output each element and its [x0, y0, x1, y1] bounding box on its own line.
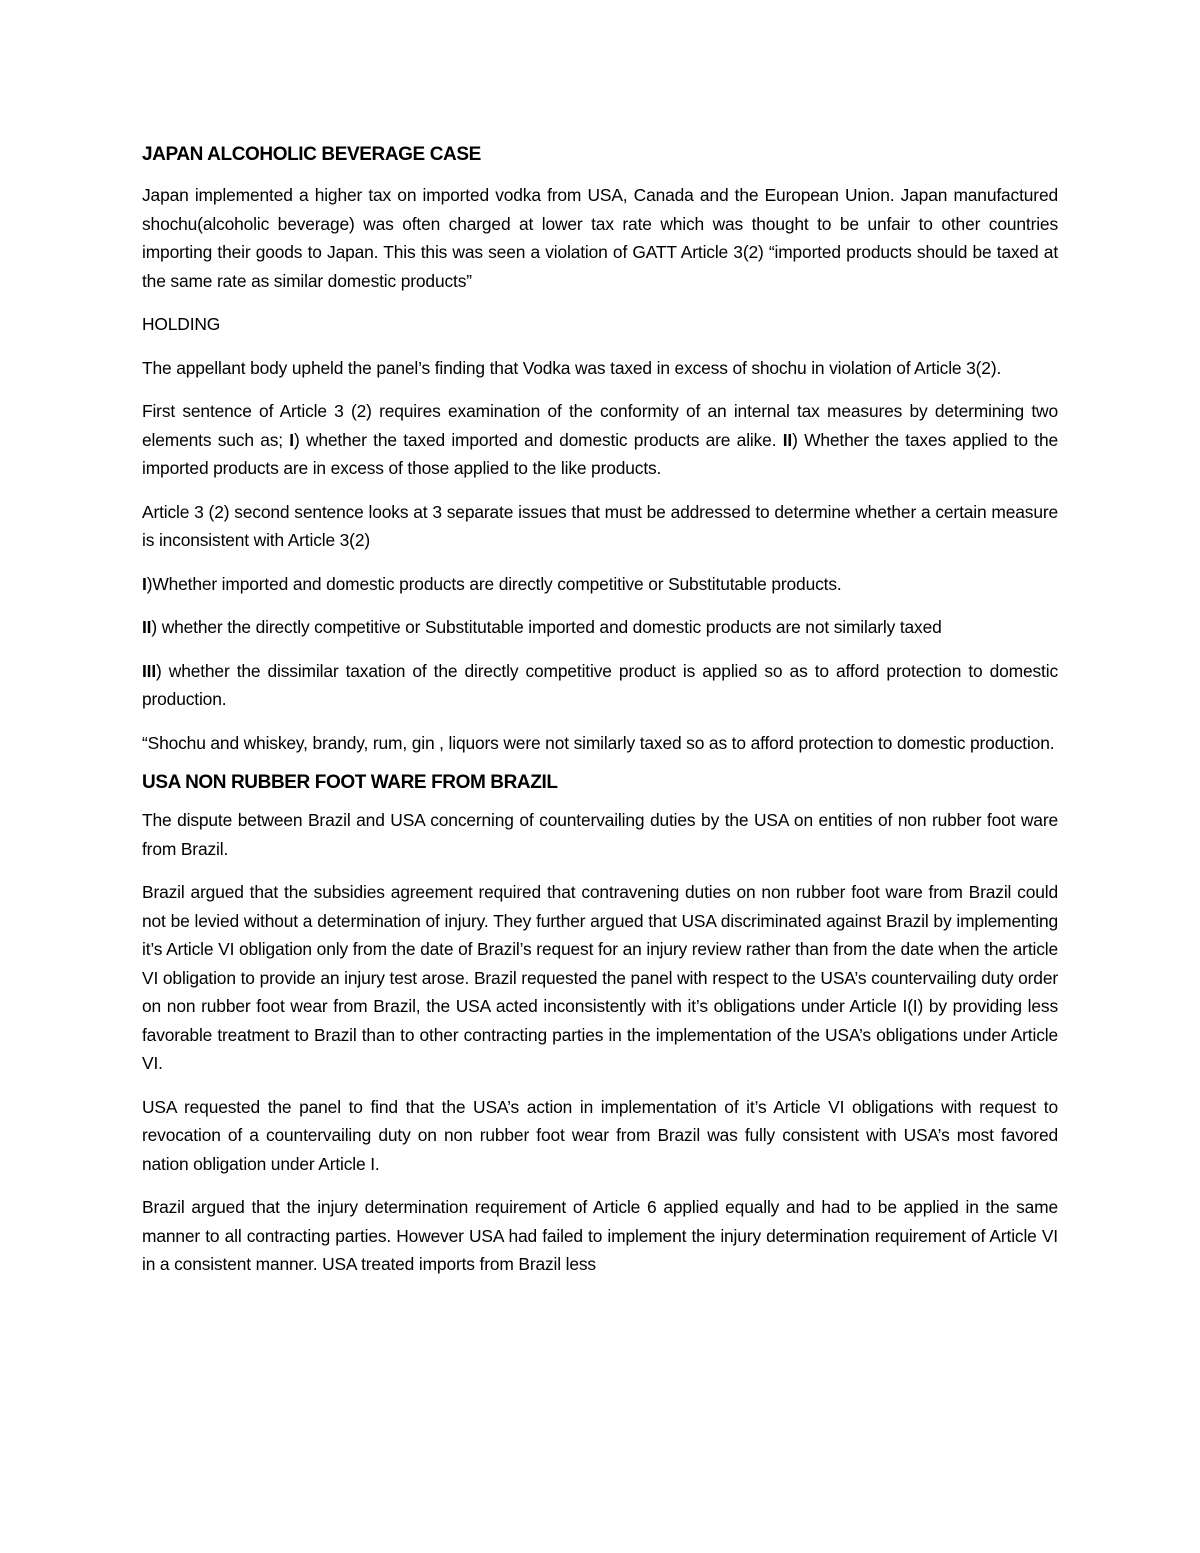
- text-segment: ) whether the taxed imported and domestic products are alike.: [293, 429, 783, 450]
- paragraph-japan-tax: Japan implemented a higher tax on imported vodka from USA, Canada and the European Union. Japan manufactured shochu(alcoholic beverage) was often charged at lower tax rate which was thought to be unfair to other countries importing their goods to Japan. This this was seen a violation of GATT Article 3(2) “imported products should be taxed at the same rate as similar domestic products”: [142, 185, 1058, 291]
- holding-label: HOLDING: [142, 314, 221, 334]
- heading-japan-alcoholic-beverage-case: JAPAN ALCOHOLIC BEVERAGE CASE: [142, 144, 481, 165]
- list-item-text: )Whether imported and domestic products are directly competitive or Substitutable products.: [146, 573, 842, 594]
- paragraph-dispute: The dispute between Brazil and USA concerning of countervailing duties by the USA on entities of non rubber foot ware from Brazil.: [142, 810, 1058, 859]
- document-body: [142, 140, 1058, 1279]
- paragraph-usa-requested: USA requested the panel to find that the USA’s action in implementation of it’s Article VI obligations with request to revocation of a countervailing duty on non rubber foot wear from Brazil was fully consistent with USA’s most favored nation obligation under Article I.: [142, 1096, 1058, 1174]
- roman-numeral-iii: III: [142, 660, 157, 681]
- paragraph-shochu-quote: “Shochu and whiskey, brandy, rum, gin , liquors were not similarly taxed so as to afford protection to domestic production.: [142, 732, 1055, 753]
- list-item-text: ) whether the dissimilar taxation of the directly competitive product is applied so as to afford protection to domestic production.: [142, 660, 1058, 709]
- paragraph-second-sentence: Article 3 (2) second sentence looks at 3 separate issues that must be addressed to determine whether a certain measure is inconsistent with Article 3(2): [142, 501, 1058, 550]
- roman-numeral-ii: II: [142, 617, 152, 637]
- heading-usa-non-rubber-foot-ware: USA NON RUBBER FOOT WARE FROM BRAZIL: [142, 772, 558, 793]
- text-segment: First sentence of Article 3 (2) requires examination of the conformity of an internal tax measures by determining two elements such as;: [142, 401, 1058, 450]
- text-segment: ) Whether the taxes applied to the imported products are in excess of those applied to the like products.: [142, 429, 1059, 478]
- paragraph-appellant-body: The appellant body upheld the panel’s finding that Vodka was taxed in excess of shochu in violation of Article 3(2).: [142, 357, 1002, 378]
- roman-numeral-ii: II: [782, 429, 793, 450]
- list-item-text: ) whether the directly competitive or Substitutable imported and domestic products are not similarly taxed: [151, 617, 942, 637]
- roman-numeral-i: I: [289, 429, 294, 450]
- roman-numeral-i: I: [142, 573, 147, 594]
- paragraph-injury-determination: Brazil argued that the injury determination requirement of Article 6 applied equally and had to be applied in the same manner to all contracting parties. However USA had failed to implement the injury determination requirement of Article VI in a consistent manner. USA treated imports from Brazil less: [142, 1197, 1058, 1274]
- paragraph-first-sentence: [142, 397, 1058, 483]
- list-item-iii: [142, 657, 1058, 714]
- paragraph-brazil-argued: Brazil argued that the subsidies agreement required that contravening duties on non rubber foot ware from Brazil could not be levied without a determination of injury. They further argued that USA discriminated against Brazil by implementing it’s Article VI obligation only from the date of Brazil’s request for an injury review rather than from the date when the article VI obligation to provide an injury test arose. Brazil requested the panel with respect to the USA’s countervailing duty order on non rubber foot wear from Brazil, the USA acted inconsistently with it’s obligations under Article I(I) by providing less favorable treatment to Brazil than to other contracting parties in the implementation of the USA’s obligations under Article VI.: [142, 882, 1058, 1073]
- list-item-ii: [142, 613, 1058, 642]
- list-item-i: [142, 570, 1058, 599]
